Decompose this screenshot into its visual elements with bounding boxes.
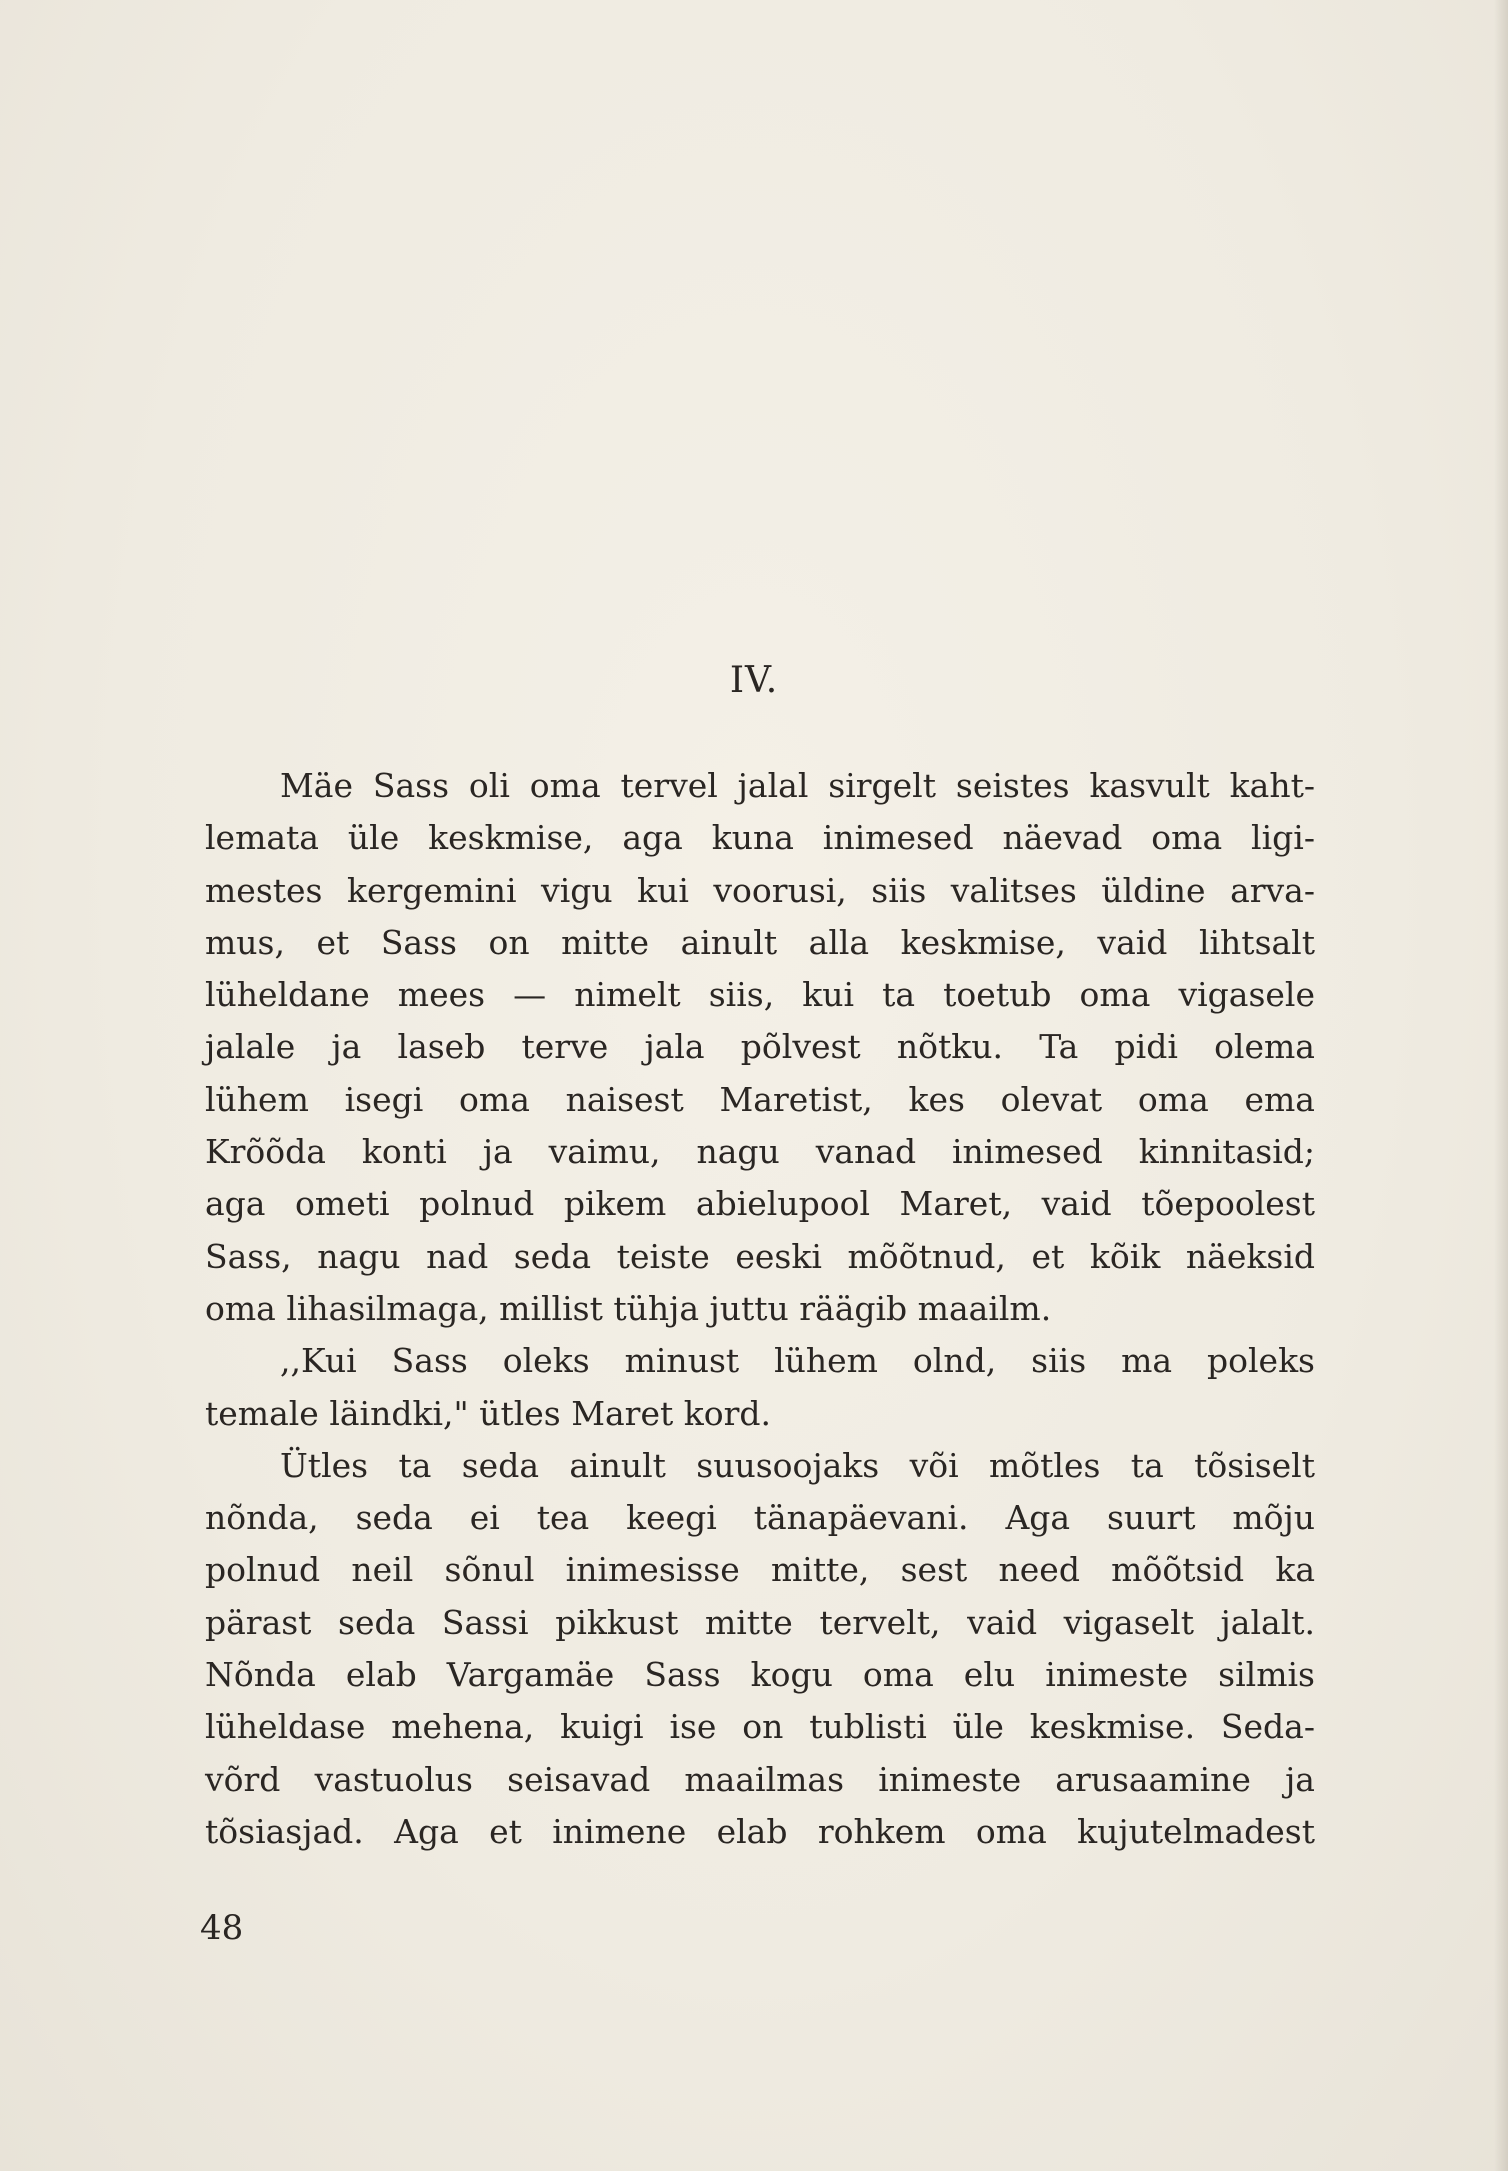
text-line: polnud neil sõnul inimesisse mitte, sest need mõõtsid ka <box>205 1550 1315 1590</box>
text-line: mus, et Sass on mitte ainult alla keskmise, vaid lihtsalt <box>205 922 1315 962</box>
chapter-heading: IV. <box>729 660 779 701</box>
text-line: Krõõda konti ja vaimu, nagu vanad inimesed kinnitasid; <box>205 1132 1315 1172</box>
text-line: võrd vastuolus seisavad maailmas inimeste arusaamine ja <box>205 1759 1315 1799</box>
page-edge-shadow <box>1494 0 1508 2171</box>
text-line: jalale ja laseb terve jala põlvest nõtku. Ta pidi olema <box>205 1027 1315 1067</box>
text-line: tõsiasjad. Aga et inimene elab rohkem oma kujutelmadest <box>205 1811 1315 1851</box>
text-line: lemata üle keskmise, aga kuna inimesed näevad oma ligi- <box>205 818 1315 858</box>
text-line: pärast seda Sassi pikkust mitte tervelt, vaid vigaselt jalalt. <box>205 1602 1315 1642</box>
text-line: Nõnda elab Vargamäe Sass kogu oma elu inimeste silmis <box>205 1655 1315 1695</box>
text-line: Sass, nagu nad seda teiste eeski mõõtnud, et kõik näeksid <box>205 1236 1315 1276</box>
text-line: mestes kergemini vigu kui voorusi, siis valitses üldine arva- <box>205 870 1315 910</box>
text-line: aga ometi polnud pikem abielupool Maret, vaid tõepoolest <box>205 1184 1315 1224</box>
text-line: nõnda, seda ei tea keegi tänapäevani. Aga suurt mõju <box>205 1498 1315 1538</box>
page-number: 48 <box>200 1908 244 1948</box>
text-line: Ütles ta seda ainult suusoojaks või mõtles ta tõsiselt <box>280 1445 1315 1485</box>
body-text <box>205 760 1315 1858</box>
text-line: ,,Kui Sass oleks minust lühem olnd, siis ma poleks <box>280 1341 1315 1381</box>
text-line: Mäe Sass oli oma tervel jalal sirgelt seistes kasvult kaht- <box>280 766 1315 805</box>
text-line: lüheldane mees — nimelt siis, kui ta toetub oma vigasele <box>205 975 1315 1015</box>
text-line: oma lihasilmaga, millist tühja juttu räägib maailm. <box>205 1288 1052 1328</box>
text-line: lüheldase mehena, kuigi ise on tublisti üle keskmise. Seda- <box>205 1707 1315 1747</box>
text-line: temale läindki," ütles Maret kord. <box>205 1393 771 1433</box>
text-line: lühem isegi oma naisest Maretist, kes olevat oma ema <box>205 1079 1315 1119</box>
